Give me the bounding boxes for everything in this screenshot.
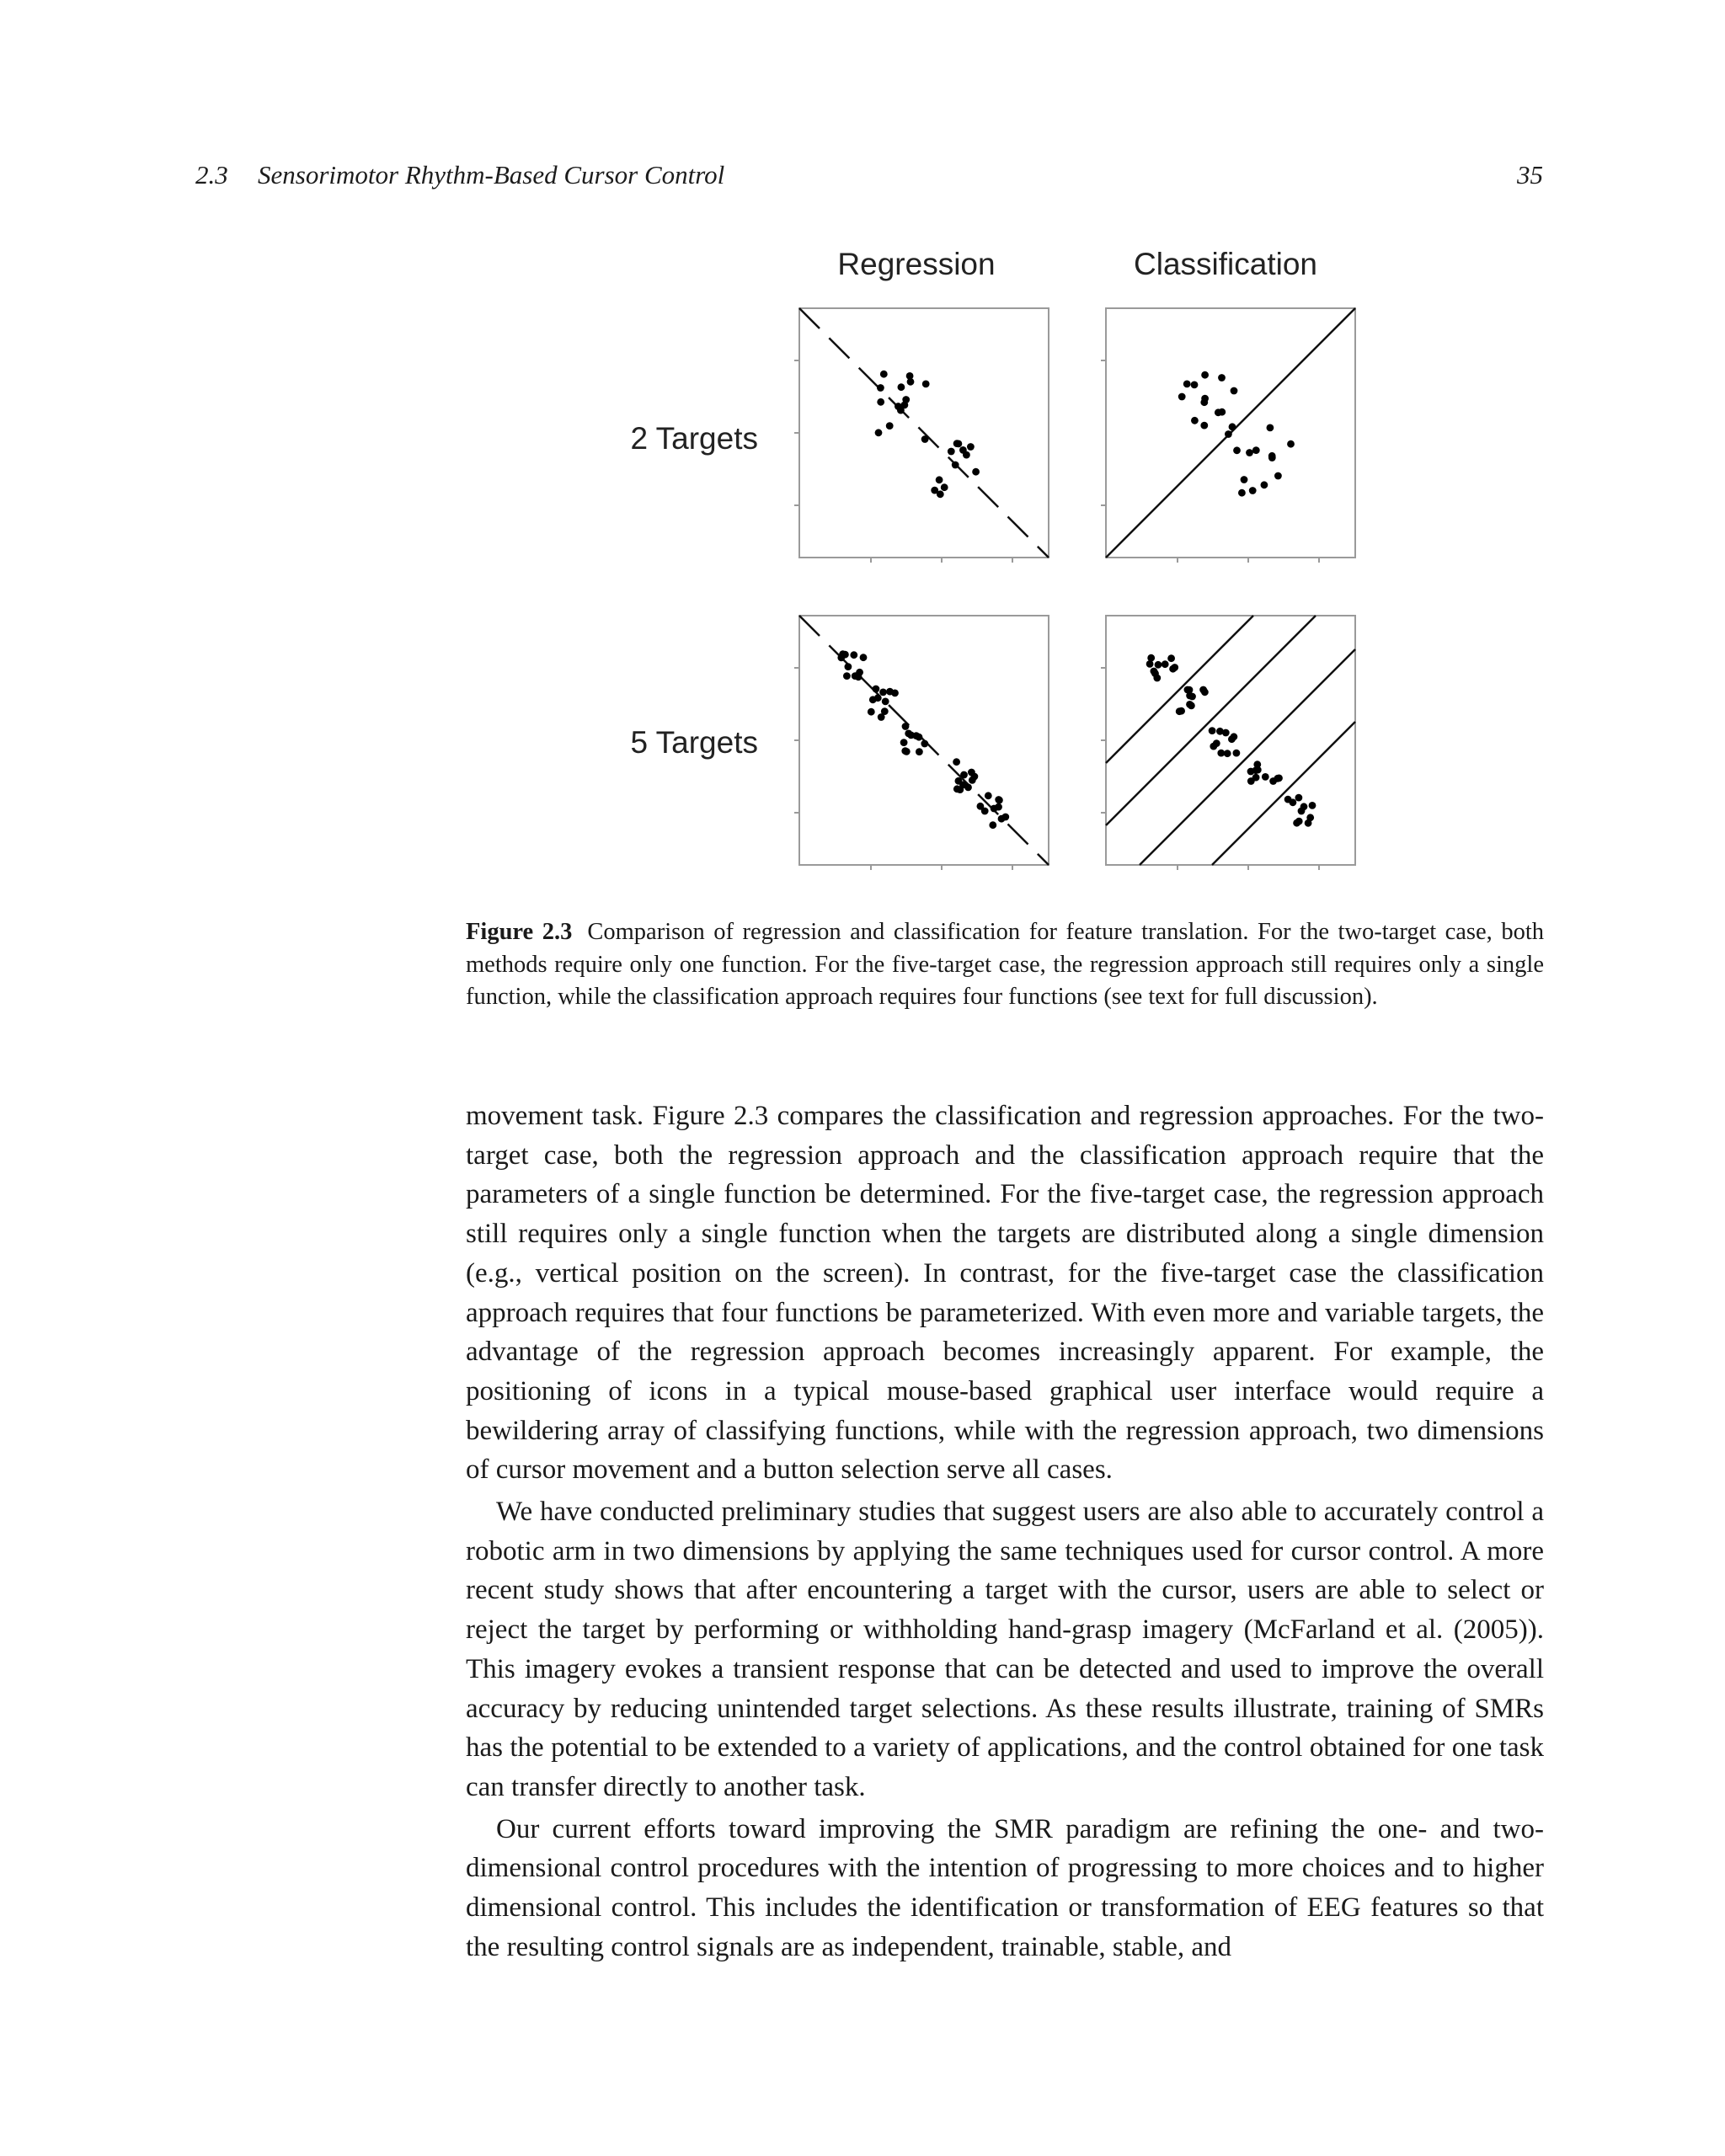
scatter-point xyxy=(875,429,883,436)
scatter-point xyxy=(1201,371,1209,379)
figure-2-3 xyxy=(0,0,1725,893)
scatter-point xyxy=(898,383,905,391)
scatter-point xyxy=(991,805,998,813)
scatter-point xyxy=(1162,660,1169,668)
scatter-point xyxy=(972,468,980,476)
scatter-point xyxy=(985,792,992,799)
scatter-point xyxy=(1267,424,1274,432)
scatter-point xyxy=(1300,803,1308,810)
scatter-point xyxy=(1199,686,1207,694)
scatter-point xyxy=(921,740,928,748)
scatter-point xyxy=(996,797,1003,804)
scatter-point xyxy=(1201,395,1209,403)
classification-boundary-4 xyxy=(1212,722,1355,865)
scatter-point xyxy=(1287,440,1295,448)
scatter-point xyxy=(931,487,938,494)
scatter-point xyxy=(1188,702,1195,710)
classification-boundary-3 xyxy=(1140,649,1355,865)
scatter-point xyxy=(1305,819,1312,827)
scatter-point xyxy=(1224,750,1231,757)
scatter-point xyxy=(1183,381,1191,388)
scatter-point xyxy=(1001,814,1009,821)
scatter-point xyxy=(1167,654,1175,662)
scatter-point xyxy=(886,688,894,696)
scatter-point xyxy=(1238,489,1246,497)
column-title-classification: Classification xyxy=(1134,247,1317,281)
scatter-point xyxy=(1290,798,1297,806)
scatter-point xyxy=(1186,686,1194,694)
section-title: Sensorimotor Rhythm-Based Cursor Control xyxy=(258,160,725,189)
scatter-point xyxy=(1155,661,1162,669)
scatter-point xyxy=(1254,766,1262,774)
scatter-point xyxy=(1274,472,1282,480)
scatter-point xyxy=(955,440,963,448)
scatter-point xyxy=(1309,802,1316,809)
regression-line-2-targets xyxy=(799,308,1049,558)
scatter-point xyxy=(1191,417,1199,424)
scatter-point xyxy=(1209,727,1216,734)
scatter-point xyxy=(907,378,915,386)
scatter-point xyxy=(1275,775,1283,782)
scatter-point xyxy=(878,713,885,721)
caption-label: Figure 2.3 xyxy=(466,919,573,945)
scatter-point xyxy=(874,694,882,702)
scatter-point xyxy=(843,672,851,680)
scatter-point xyxy=(860,654,868,661)
scatter-point xyxy=(1153,675,1161,682)
scatter-point xyxy=(839,650,846,658)
scatter-point xyxy=(922,381,930,388)
scatter-point xyxy=(852,672,859,680)
column-title-regression: Regression xyxy=(837,247,996,281)
scatter-point xyxy=(882,698,889,706)
scatter-point xyxy=(941,483,948,491)
scatter-point xyxy=(1262,773,1269,781)
scatter-point xyxy=(1231,733,1238,740)
scatter-point xyxy=(1233,750,1241,757)
scatter-point xyxy=(921,435,929,443)
page-number: 35 xyxy=(1517,160,1543,189)
scatter-point xyxy=(1147,654,1155,662)
scatter-point xyxy=(952,462,959,469)
scatter-point xyxy=(901,402,909,409)
scatter-point xyxy=(900,739,908,746)
scatter-point xyxy=(1178,393,1186,401)
scatter-point xyxy=(960,771,968,779)
row-label-5-targets: 5 Targets xyxy=(630,725,758,760)
scatter-point xyxy=(1261,481,1268,488)
scatter-point xyxy=(895,403,902,410)
paragraph: We have conducted preliminary studies that suggest users are also able to accurately control a robotic arm in two dimensions by applying the same techniques used for cursor control. A more recent study shows that after encountering a target with the cursor, users are able to select or reject the target by performing or withholding hand-grasp imagery (McFarland et al. (2005)). This imagery evokes a transient response that can be detected and used to improve the overall accuracy by reducing unintended target selections. As these results illustrate, training of SMRs has the potential to be extended to a variety of applications, and the control obtained for one task can transfer directly to another task. xyxy=(466,1497,1544,1802)
scatter-point xyxy=(868,708,875,716)
scatter-point xyxy=(1218,408,1226,416)
row-label-2-targets: 2 Targets xyxy=(630,421,758,456)
scatter-point xyxy=(967,443,975,451)
scatter-point xyxy=(971,773,979,781)
scatter-point xyxy=(1249,487,1257,494)
body-text xyxy=(466,1097,1544,1967)
scatter-point xyxy=(877,398,884,406)
scatter-point xyxy=(989,821,996,829)
section-number: 2.3 xyxy=(195,160,228,189)
scatter-point xyxy=(981,808,989,815)
scatter-point xyxy=(1246,449,1253,456)
scatter-point xyxy=(1216,728,1224,735)
scatter-point xyxy=(948,448,955,456)
scatter-point xyxy=(850,651,857,659)
figure-caption xyxy=(466,916,1544,1014)
scatter-point xyxy=(1268,454,1276,462)
scatter-point xyxy=(916,748,923,755)
scatter-point xyxy=(1247,777,1255,785)
scatter-point xyxy=(1200,422,1208,430)
scatter-point xyxy=(1231,387,1238,395)
scatter-point xyxy=(1169,665,1177,673)
scatter-point xyxy=(845,663,852,670)
scatter-point xyxy=(877,384,884,392)
scatter-point xyxy=(1247,768,1255,776)
paragraph: movement task. Figure 2.3 compares the classification and regression approaches. For the two-target case, both the regression approach and the classification approach require that the parameters of a single function be determined. For the five-target case, the regression approach still requires only a single function when the targets are distributed along a single dimension (e.g., vertical position on the screen). In contrast, for the five-target case the classification approach requires that four functions be parameterized. With even more and variable targets, the advantage of the regression approach becomes increasingly apparent. For example, the positioning of icons in a typical mouse-based graphical user interface would require a bewildering array of classifying functions, while with the regression approach, two dimensions of cursor movement and a button selection serve all cases. xyxy=(466,1101,1544,1486)
scatter-point xyxy=(1241,476,1248,483)
scatter-point xyxy=(903,748,911,755)
scatter-point xyxy=(953,758,960,766)
scatter-point xyxy=(1225,430,1232,438)
scatter-point xyxy=(959,782,967,789)
scatter-point xyxy=(886,422,894,430)
scatter-point xyxy=(916,734,923,741)
scatter-point xyxy=(1252,446,1260,454)
scatter-point xyxy=(1218,374,1226,382)
scatter-point xyxy=(1233,446,1241,454)
scatter-point xyxy=(1178,707,1185,715)
paragraph: Our current efforts toward improving the SMR paradigm are refining the one- and two-dimensional control procedures with the intention of progressing to more choices and to higher dimensional control. This includes the identification or transformation of EEG features so that the resulting control signals are as independent, trainable, stable, and xyxy=(466,1813,1544,1962)
scatter-point xyxy=(1295,818,1303,825)
scatter-point xyxy=(902,723,910,730)
scatter-point xyxy=(879,689,887,696)
scatter-point xyxy=(880,371,888,378)
caption-text: Comparison of regression and classification for feature translation. For the two-target case, both methods require only one function. For the five-target case, the regression approach still requires only a single function, while the classification approach requires four functions (see text for full discussion). xyxy=(466,919,1544,1010)
scatter-point xyxy=(936,476,943,483)
scatter-point xyxy=(873,686,880,693)
scatter-point xyxy=(963,451,970,459)
scatter-point xyxy=(1229,423,1236,430)
scatter-point xyxy=(1210,743,1217,750)
scatter-point xyxy=(905,730,912,738)
scatter-point xyxy=(1295,794,1303,802)
scatter-point xyxy=(1191,382,1199,389)
